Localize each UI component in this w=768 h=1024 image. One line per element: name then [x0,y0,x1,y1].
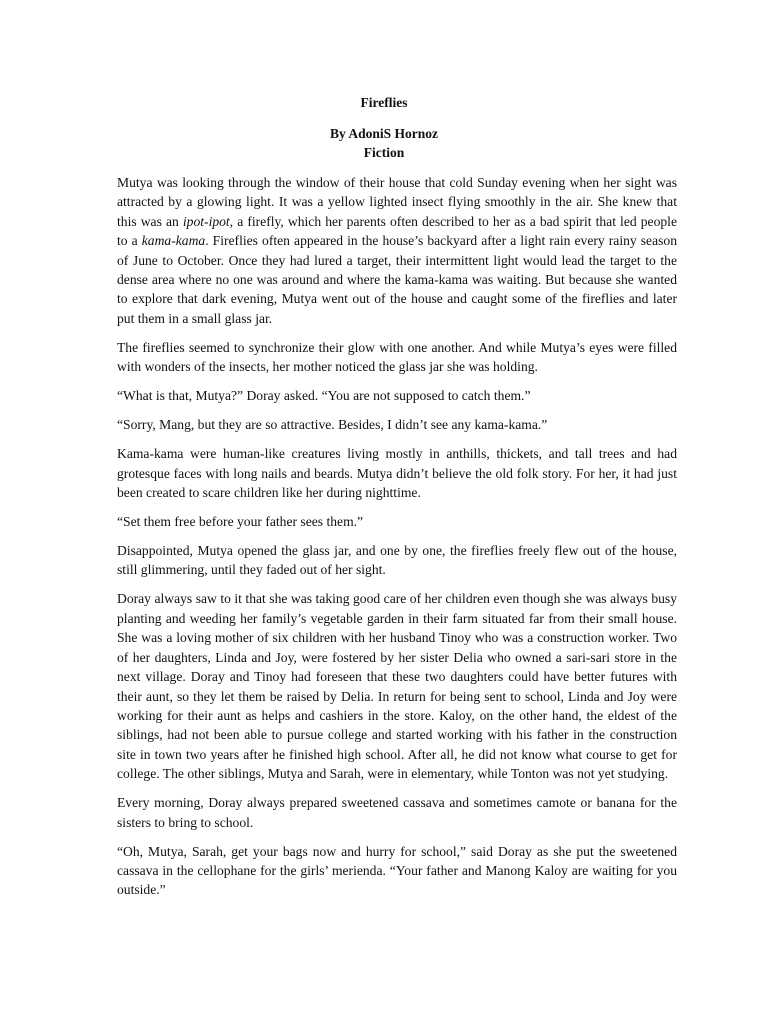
genre-label: Fiction [363,145,405,160]
paragraph-3: “What is that, Mutya?” Doray asked. “You are not supposed to catch them.” [117,388,531,404]
document-byline-block [0,124,768,162]
paragraph-5: Kama-kama were human-like creatures living mostly in anthills, thickets, and tall trees and had grotesque faces with long nails and beards. Mutya didn’t believe the old folk story. For her, it had just been created to scare children like her during nighttime. [117,446,677,501]
paragraph-7: Disappointed, Mutya opened the glass jar, and one by one, the fireflies freely flew out of the house, still glimmering, until they faded out of her sight. [117,543,677,578]
paragraph-text: , a firefly, which her parents often described to her as a bad spirit that led people to a [117,213,677,249]
paragraph-9: Every morning, Doray always prepared sweetened cassava and sometimes camote or banana for the sisters to bring to school. [117,795,677,830]
paragraph-4: “Sorry, Mang, but they are so attractive. Besides, I didn’t see any kama-kama.” [117,417,548,433]
paragraph-6: “Set them free before your father sees them.” [117,514,364,530]
paragraph-8: Doray always saw to it that she was taking good care of her children even though she was always busy planting and weeding her family’s vegetable garden in their farm situated far from their small house. She was a loving mother of six children with her husband Tinoy who was a construction worker. Two of her daughters, Linda and Joy, were fostered by her sister Delia who owned a sari-sari store in the next village. Doray and Tinoy had foreseen that these two daughters could have better futures with their aunt, so they let them be raised by Delia. In return for being sent to school, Linda and Joy were working for their aunt as helps and cashiers in the store. Kaloy, on the other hand, the eldest of the siblings, had not been able to pursue college and started working with his father in the construction site in town two years after he finished high school. After all, he did not know what course to get for college. The other siblings, Mutya and Sarah, were in elementary, while Tonton was not yet studying. [117,591,677,782]
paragraph-1 [117,173,677,328]
italic-term: kama-kama [141,233,206,249]
paragraph-text: . Fireflies often appeared in the house’s backyard after a light rain every rainy season of June to October. Once they had lured a target, their intermittent light would lead the target to the dense area where no one was around and where the kama-kama was waiting. But because she wanted to explore that dark evening, Mutya went out of the house and caught some of the fireflies and later put them in a small glass jar. [117,233,678,326]
italic-term: ipot-ipot [182,213,230,229]
story-body [117,173,677,909]
paragraph-10: “Oh, Mutya, Sarah, get your bags now and hurry for school,” said Doray as she put the sweetened cassava in the cellophane for the girls’ merienda. “Your father and Manong Kaloy are waiting for you outside.” [117,843,677,898]
paragraph-text: Mutya was looking through the window of their house that cold Sunday evening when her sight was attracted by a glowing light. It was a yellow lighted insect flying smoothly in the air. She knew that this was an [117,175,677,229]
author-byline: By AdoniS Hornoz [329,126,439,141]
document-title: Fireflies [360,95,408,110]
paragraph-2: The fireflies seemed to synchronize their glow with one another. And while Mutya’s eyes were filled with wonders of the insects, her mother noticed the glass jar she was holding. [117,339,677,375]
